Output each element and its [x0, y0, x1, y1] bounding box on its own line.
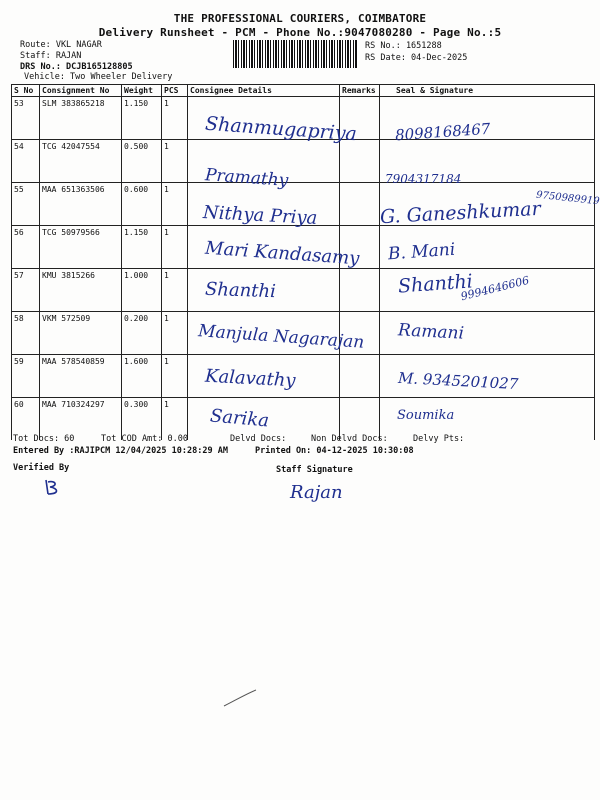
col-header-weight: Weight [122, 85, 162, 97]
cell-pcs: 1 [162, 226, 188, 269]
company-title: THE PROFESSIONAL COURIERS, COIMBATORE [173, 12, 427, 25]
handwritten-staff-signature: Rajan [290, 482, 343, 503]
col-header-consignment: Consignment No [40, 85, 122, 97]
handwritten-signature: 9994646606 [459, 273, 531, 304]
cell-weight: 0.300 [122, 398, 162, 441]
handwritten-signature: Soumika [397, 408, 455, 423]
handwritten-signature: G. Ganeshkumar [379, 197, 542, 229]
cell-weight: 0.600 [122, 183, 162, 226]
cell-remarks [340, 269, 380, 312]
vehicle-label: Vehicle: Two Wheeler Delivery [24, 72, 173, 82]
cell-sno: 56 [12, 226, 40, 269]
table-header-row [12, 85, 595, 97]
handwritten-consignee: Shanthi [204, 278, 277, 303]
pen-stroke-mark [222, 688, 258, 712]
cell-pcs: 1 [162, 183, 188, 226]
handwritten-consignee: Sarika [209, 405, 270, 432]
handwritten-consignee: Mari Kandasamy [204, 237, 361, 270]
verified-by-label: Verified By [13, 463, 70, 473]
cell-pcs: 1 [162, 269, 188, 312]
handwritten-consignee: Shanmugapriya [204, 112, 358, 146]
cell-sno: 60 [12, 398, 40, 441]
handwritten-consignee: Manjula Nagarajan [197, 321, 365, 353]
rs-date: RS Date: 04-Dec-2025 [365, 53, 468, 63]
cell-weight: 1.000 [122, 269, 162, 312]
route-label: Route: VKL NAGAR [20, 40, 102, 50]
handwritten-signature: B. Mani [387, 239, 456, 265]
cell-remarks [340, 140, 380, 183]
cell-sno: 58 [12, 312, 40, 355]
entered-by: Entered By :RAJIPCM 12/04/2025 10:28:29 AM [13, 446, 228, 456]
cell-weight: 0.500 [122, 140, 162, 183]
cell-sno: 55 [12, 183, 40, 226]
cell-remarks [340, 183, 380, 226]
handwritten-signature: 8098168467 [394, 119, 491, 145]
col-header-sno: S No [12, 85, 40, 97]
col-header-pcs: PCS [162, 85, 188, 97]
col-header-consignee: Consignee Details [188, 85, 340, 97]
staff-label: Staff: RAJAN [20, 51, 82, 61]
cell-weight: 0.200 [122, 312, 162, 355]
handwritten-consignee: Kalavathy [204, 365, 297, 392]
delivered-docs: Delvd Docs: [230, 434, 287, 444]
cell-consignment: MAA 578540859 [40, 355, 122, 398]
barcode [233, 40, 358, 68]
cell-sno: 59 [12, 355, 40, 398]
cell-consignment: TCG 50979566 [40, 226, 122, 269]
cell-sno: 57 [12, 269, 40, 312]
cell-sno: 53 [12, 97, 40, 140]
verified-by-scribble [42, 478, 64, 502]
cell-pcs: 1 [162, 312, 188, 355]
handwritten-consignee: Pramathy [204, 165, 289, 191]
non-delivered-docs: Non Delvd Docs: [311, 434, 388, 444]
cell-sno: 54 [12, 140, 40, 183]
total-cod-amount: Tot COD Amt: 0.00 [101, 434, 188, 444]
cell-consignment: MAA 651363506 [40, 183, 122, 226]
delivery-points: Delvy Pts: [413, 434, 465, 444]
handwritten-signature: Ramani [397, 320, 465, 344]
handwritten-signature: M. 9345201027 [397, 368, 519, 394]
runsheet-subtitle: Delivery Runsheet - PCM - Phone No.:9047080280 - Page No.:5 [98, 26, 502, 39]
handwritten-signature: 9750989919 [535, 189, 600, 208]
cell-pcs: 1 [162, 355, 188, 398]
cell-weight: 1.150 [122, 226, 162, 269]
staff-signature-label: Staff Signature [276, 465, 353, 475]
printed-on: Printed On: 04-12-2025 10:30:08 [255, 446, 414, 456]
rs-number: RS No.: 1651288 [365, 41, 442, 51]
cell-pcs: 1 [162, 140, 188, 183]
handwritten-signature: Shanthi [397, 270, 474, 298]
cell-weight: 1.150 [122, 97, 162, 140]
cell-pcs: 1 [162, 398, 188, 441]
col-header-remarks: Remarks [340, 85, 380, 97]
drs-number: DRS No.: DCJB165128805 [20, 62, 133, 72]
cell-pcs: 1 [162, 97, 188, 140]
cell-consignment: KMU 3815266 [40, 269, 122, 312]
total-docs: Tot Docs: 60 [13, 434, 75, 444]
handwritten-signature: 7904317184 [385, 172, 462, 186]
cell-consignment: MAA 710324297 [40, 398, 122, 441]
cell-consignment: TCG 42047554 [40, 140, 122, 183]
table-row [12, 140, 595, 183]
handwritten-consignee: Nithya Priya [202, 202, 318, 229]
cell-consignment: SLM 383865218 [40, 97, 122, 140]
cell-consignment: VKM 572509 [40, 312, 122, 355]
col-header-signature: Seal & Signature [380, 85, 595, 97]
table-row [12, 398, 595, 441]
cell-weight: 1.600 [122, 355, 162, 398]
cell-remarks [340, 355, 380, 398]
